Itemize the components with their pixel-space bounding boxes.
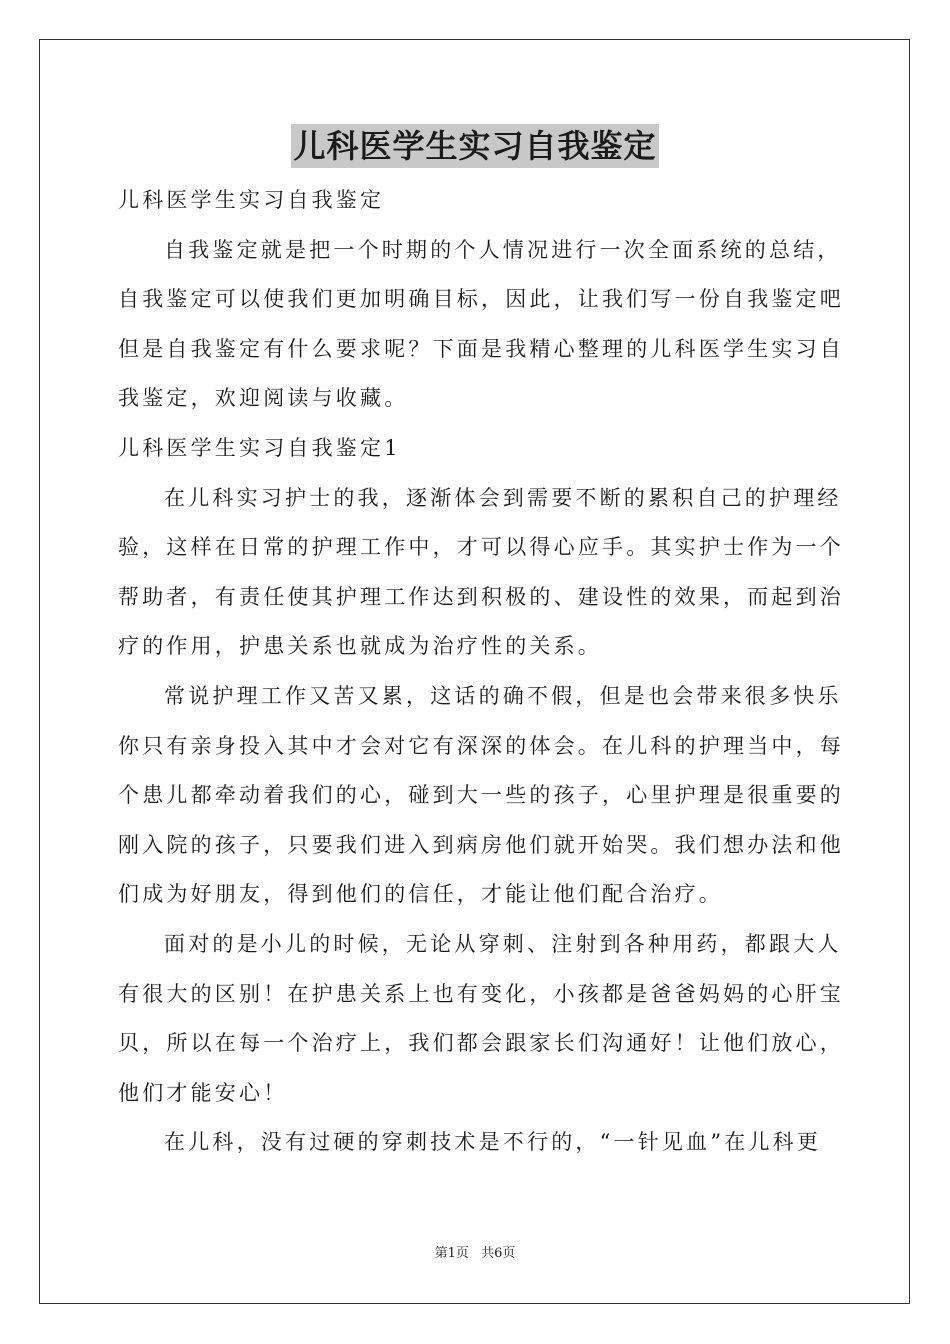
title-container <box>0 124 950 168</box>
page-total: 共6页 <box>481 1246 516 1261</box>
text-line: 个患儿都牵动着我们的心，碰到大一些的孩子，心里护理是很重要的 <box>118 783 844 808</box>
text-line: 疗的作用，护患关系也就成为治疗性的关系。 <box>118 634 602 659</box>
text-line: 我鉴定，欢迎阅读与收藏。 <box>118 386 409 411</box>
text-line: 们成为好朋友，得到他们的信任，才能让他们配合治疗。 <box>118 882 723 907</box>
text-line: 在儿科，没有过硬的穿刺技术是不行的，“一针见血”在儿科更 <box>164 1130 822 1155</box>
document-body <box>118 176 844 1168</box>
page-footer <box>0 1245 950 1263</box>
page-number: 第1页 <box>434 1246 469 1261</box>
text-line: 贝，所以在每一个治疗上，我们都会跟家长们沟通好！让他们放心， <box>118 1031 844 1056</box>
text-line: 面对的是小儿的时候，无论从穿刺、注射到各种用药，都跟大人 <box>164 931 842 956</box>
text-line: 他们才能安心！ <box>118 1080 288 1105</box>
text-line: 在儿科实习护士的我，逐渐体会到需要不断的累积自己的护理经 <box>164 485 842 510</box>
text-line: 你只有亲身投入其中才会对它有深深的体会。在儿科的护理当中，每 <box>118 733 844 758</box>
text-line: 有很大的区别！在护患关系上也有变化，小孩都是爸爸妈妈的心肝宝 <box>118 981 844 1006</box>
text-line: 自我鉴定就是把一个时期的个人情况进行一次全面系统的总结， <box>164 237 842 262</box>
text-line: 帮助者，有责任使其护理工作达到积极的、建设性的效果，而起到治 <box>118 584 844 609</box>
text-line: 但是自我鉴定有什么要求呢？下面是我精心整理的儿科医学生实习自 <box>118 336 844 361</box>
text-line: 刚入院的孩子，只要我们进入到病房他们就开始哭。我们想办法和他 <box>118 832 844 857</box>
text-line: 儿科医学生实习自我鉴定 <box>118 188 385 212</box>
document-title: 儿科医学生实习自我鉴定 <box>291 124 658 168</box>
section-heading: 儿科医学生实习自我鉴定1 <box>118 435 401 460</box>
text-line: 自我鉴定可以使我们更加明确目标，因此，让我们写一份自我鉴定吧 <box>118 287 844 312</box>
text-line: 常说护理工作又苦又累，这话的确不假，但是也会带来很多快乐 <box>164 683 842 708</box>
text-line: 验，这样在日常的护理工作中，才可以得心应手。其实护士作为一个 <box>118 535 844 560</box>
